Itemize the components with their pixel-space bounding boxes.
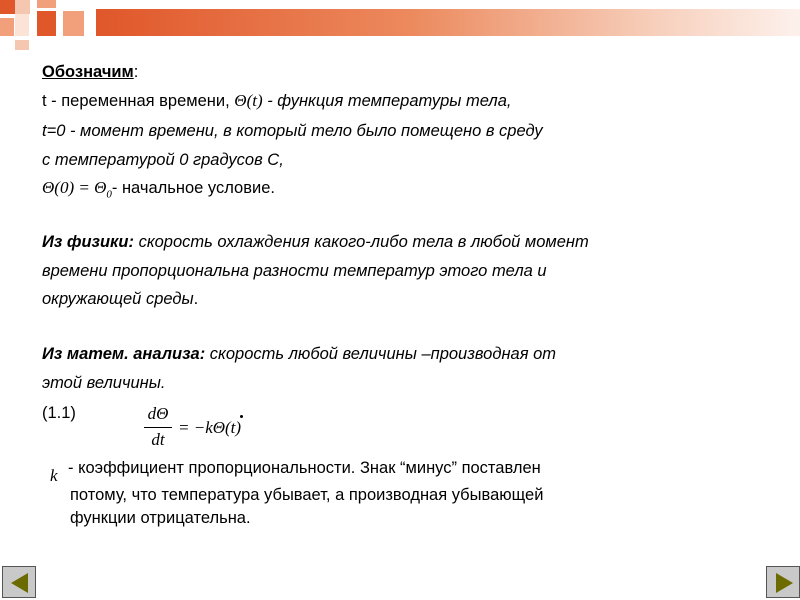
definition-line-3: с температурой 0 градусов С, (42, 151, 284, 169)
physics-line-1 (42, 232, 589, 252)
def1-pre: t - переменная времени, (42, 92, 235, 110)
deco-square (0, 0, 15, 14)
heading: Обозначим (42, 63, 134, 81)
def1-post: - функция температуры тела, (262, 92, 512, 110)
note-line-3: функции отрицательна. (70, 509, 251, 527)
deco-square (0, 18, 14, 36)
heading-colon: : (133, 63, 139, 81)
prev-slide-button[interactable] (2, 566, 36, 598)
analysis-label: Из матем. анализа: (42, 345, 206, 363)
initial-condition-line (42, 178, 275, 204)
heading-line (42, 62, 138, 82)
definition-line-2: t=0 - момент времени, в который тело было помещено в среду (42, 122, 543, 140)
deco-square (15, 40, 29, 50)
deco-square (15, 0, 30, 14)
physics-text-1: скорость охлаждения какого-либо тела в любой момент (133, 233, 589, 251)
analysis-line-2: этой величины. (42, 374, 166, 392)
next-slide-button[interactable] (766, 566, 800, 598)
deco-square (63, 11, 84, 36)
k-symbol: k (50, 466, 58, 485)
note-line-1: - коэффициент пропорциональности. Знак “минус” поставлен (68, 459, 541, 477)
header-band (96, 9, 800, 36)
eq-rhs: = −kΘ(t) (178, 418, 242, 437)
deco-square (37, 11, 56, 36)
initial-condition-text: - начальное условие. (111, 179, 275, 197)
physics-line-3 (42, 289, 198, 309)
equation (138, 404, 278, 456)
definition-line-1 (42, 91, 511, 111)
initial-condition-math: Θ(0) = Θ (42, 178, 107, 197)
physics-end: . (193, 290, 199, 308)
physics-line-2: времени пропорциональна разности температур этого тела и (42, 262, 547, 280)
analysis-line-1 (42, 344, 556, 364)
physics-label: Из физики: (42, 233, 134, 251)
note-line-2: потому, что температура убывает, а производная убывающей (70, 486, 544, 504)
analysis-text-1: скорость любой величины –производная от (205, 345, 557, 363)
initial-condition-sub: 0 (106, 188, 112, 201)
deco-square (15, 14, 29, 36)
physics-text-3: окружающей среды (42, 290, 194, 308)
eq-denominator: dt (151, 430, 165, 449)
deco-square (37, 0, 56, 8)
initial-condition-formula (42, 178, 112, 201)
arrow-right-icon (767, 567, 800, 599)
arrow-left-icon (3, 567, 37, 599)
theta-t-formula: Θ(t) (234, 91, 263, 110)
equation-number: (1.1) (42, 404, 76, 422)
eq-numerator: dΘ (147, 404, 169, 423)
eq-fraction-bar (144, 427, 172, 428)
eq-derivative-dot (240, 415, 243, 418)
